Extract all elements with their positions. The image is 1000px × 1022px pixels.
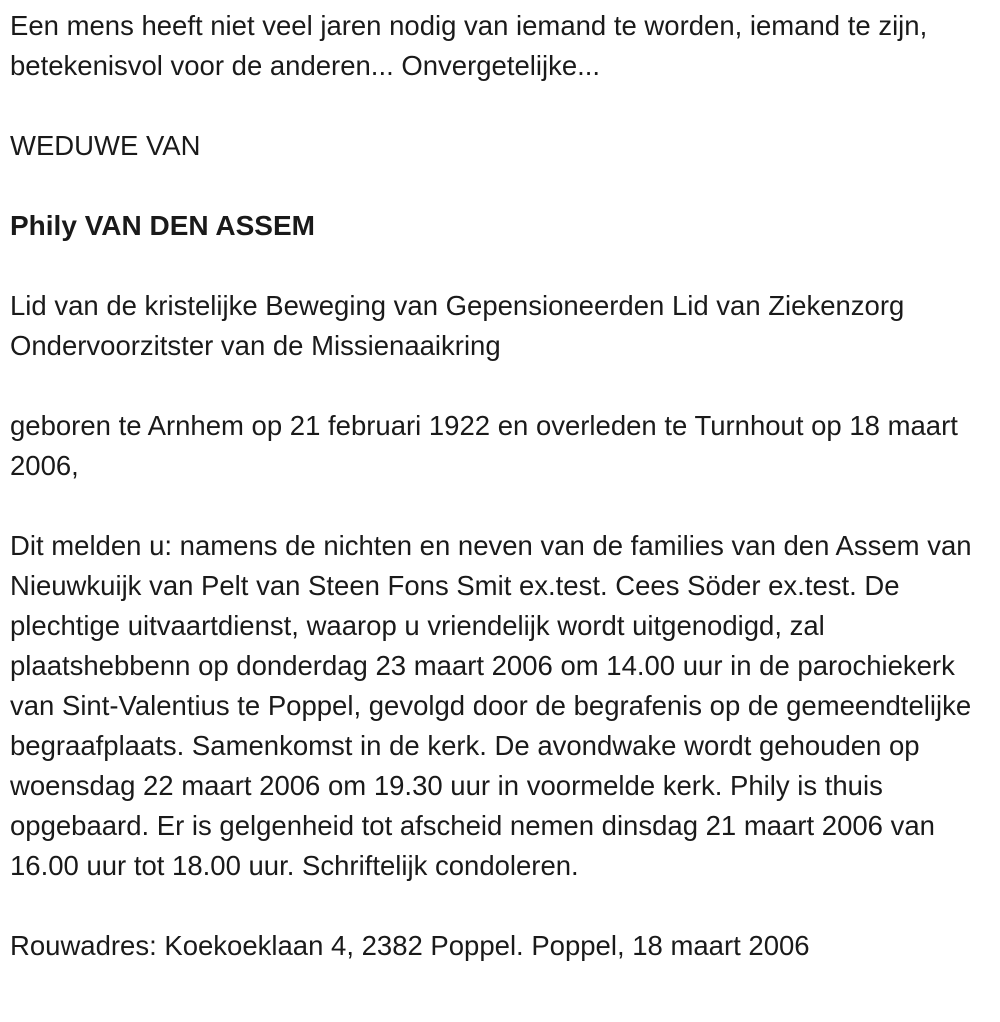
memberships-text: Lid van de kristelijke Beweging van Gepensioneerden Lid van Ziekenzorg Ondervoorzitster van de Missienaaikring — [10, 290, 905, 361]
epigraph-text: Een mens heeft niet veel jaren nodig van iemand te worden, iemand te zijn, betekenisvol voor de anderen... Onvergetelijke... — [10, 10, 928, 81]
birth-death-dates: geboren te Arnhem op 21 februari 1922 en overleden te Turnhout op 18 maart 2006, — [10, 410, 958, 481]
funeral-announcement: Dit melden u: namens de nichten en neven van de families van den Assem van Nieuwkuijk van Pelt van Steen Fons Smit ex.test. Cees Söder ex.test. De plechtige uitvaartdienst, waarop u vriendelijk wordt uitgenodigd, zal plaatshebbenn op donderdag 23 maart 2006 om 14.00 uur in de parochiekerk van Sint-Valentius te Poppel, gevolgd door de begrafenis op de gemeendtelijke begraafplaats. Samenkomst in de kerk. De avondwake wordt gehouden op woensdag 22 maart 2006 om 19.30 uur in voormelde kerk. Phily is thuis opgebaard. Er is gelgenheid tot afscheid nemen dinsdag 21 maart 2006 van 16.00 uur tot 18.00 uur. Schriftelijk condoleren. — [10, 530, 972, 881]
deceased-name: Phily VAN DEN ASSEM — [10, 210, 315, 241]
relationship-label: WEDUWE VAN — [10, 130, 201, 161]
mourning-address: Rouwadres: Koekoeklaan 4, 2382 Poppel. Poppel, 18 maart 2006 — [10, 930, 810, 961]
